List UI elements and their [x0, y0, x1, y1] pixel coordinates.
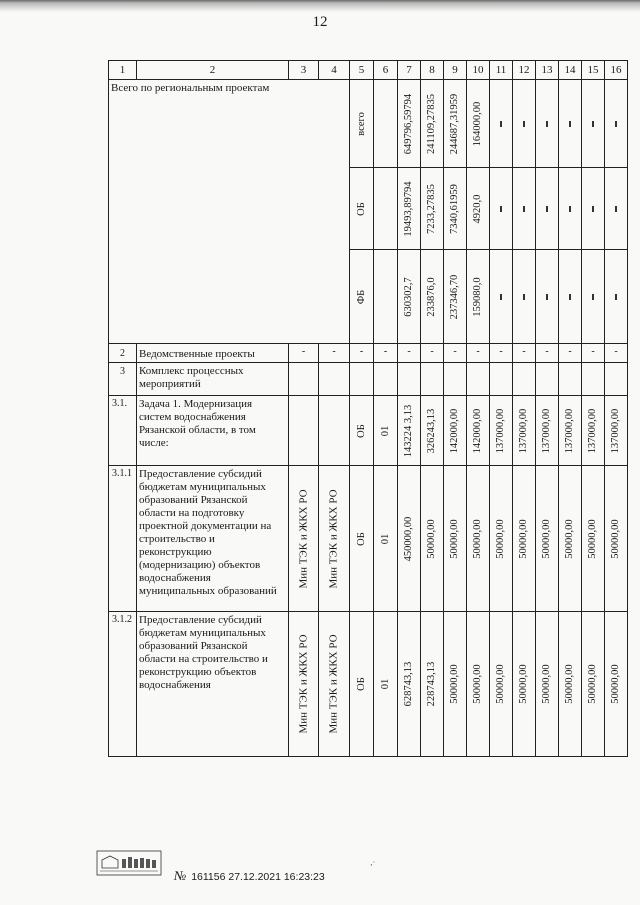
value-cell: 19493,89794	[402, 180, 414, 237]
row-label: Комплекс процессных мероприятий	[137, 363, 289, 396]
dash-mark	[592, 294, 594, 300]
value-cell: 233876,0	[425, 276, 437, 317]
dash-mark	[500, 294, 502, 300]
row-label: Ведомственные проекты	[137, 344, 289, 363]
value-cell: 50000,00	[471, 518, 483, 559]
value-cell: 137000,00	[609, 408, 621, 453]
row-number: 3.1.	[109, 396, 137, 466]
col-header: 5	[350, 61, 374, 80]
dash-cell: -	[444, 344, 467, 363]
document-footer	[96, 850, 556, 890]
year-cell: 01	[379, 425, 391, 436]
value-cell: 137000,00	[563, 408, 575, 453]
dash-cell: -	[559, 344, 582, 363]
value-cell: 50000,00	[448, 664, 460, 704]
col-header: 13	[536, 61, 559, 80]
value-cell: 241109,27835	[425, 93, 437, 154]
table-row	[109, 396, 628, 466]
value-cell: 244687,31959	[448, 93, 460, 154]
page-number: 12	[312, 14, 328, 30]
document-datetime: 27.12.2021 16:23:23	[228, 871, 325, 883]
value-cell: 7233,27835	[425, 183, 437, 234]
regional-label: Всего по региональным проектам	[109, 80, 350, 344]
value-cell: 50000,00	[517, 664, 529, 704]
dash-cell: -	[289, 344, 319, 363]
header-row	[109, 61, 628, 80]
source-cell: ОБ	[355, 423, 367, 438]
row-number: 3.1.2	[109, 612, 137, 757]
value-cell: 50000,00	[540, 518, 552, 559]
dash-mark	[615, 294, 617, 300]
dash-cell: -	[319, 344, 350, 363]
col-header: 2	[137, 61, 289, 80]
value-cell: 630302,7	[402, 276, 414, 317]
col-header: 12	[513, 61, 536, 80]
dash-mark	[569, 294, 571, 300]
value-cell: 326243,13	[425, 408, 437, 453]
row-number: 2	[109, 344, 137, 363]
row-label: Предоставление субсидий бюджетам муниципальных образований Рязанской области на подготовку проектной документации на строительство и реконструкцию (модернизацию) объектов водоснабжения муниципальных образований	[137, 466, 289, 612]
dash-mark	[569, 121, 571, 127]
co-executor-cell: Мин ТЭК и ЖКХ РО	[327, 488, 340, 589]
col-header: 15	[582, 61, 605, 80]
regional-source: ФБ	[355, 289, 367, 304]
table-row	[109, 344, 628, 363]
document-stamp	[174, 868, 325, 884]
value-cell: 50000,00	[540, 664, 552, 704]
dash-mark	[569, 206, 571, 212]
dash-cell: -	[536, 344, 559, 363]
value-cell: 137000,00	[517, 408, 529, 453]
dash-mark	[523, 294, 525, 300]
dash-cell: -	[582, 344, 605, 363]
value-cell: 50000,00	[448, 518, 460, 559]
table-row	[109, 363, 628, 396]
col-header: 1	[109, 61, 137, 80]
dash-mark	[546, 294, 548, 300]
dash-mark	[523, 121, 525, 127]
value-cell: 137000,00	[586, 408, 598, 453]
dash-mark	[546, 121, 548, 127]
table-row	[109, 612, 628, 757]
dash-cell: -	[374, 344, 398, 363]
document-id: 161156	[191, 871, 226, 883]
value-cell: 159080,0	[471, 276, 483, 317]
dash-cell: -	[350, 344, 374, 363]
year-cell: 01	[379, 533, 391, 544]
value-cell: 50000,00	[425, 518, 437, 559]
value-cell: 50000,00	[494, 518, 506, 559]
value-cell: 7340,61959	[448, 183, 460, 234]
source-cell: ОБ	[355, 531, 367, 546]
ministry-logo-icon	[96, 850, 162, 876]
row-label: Предоставление субсидий бюджетам муниципальных образований Рязанской области на строительство и реконструкцию объектов водоснабжения	[137, 612, 289, 757]
value-cell: 50000,00	[586, 518, 598, 559]
scan-edge	[0, 0, 640, 12]
dash-mark	[500, 121, 502, 127]
number-mark: №	[174, 868, 187, 883]
scan-speck: ‚·	[370, 858, 376, 867]
value-cell: 50000,00	[609, 664, 621, 704]
program-table	[108, 60, 628, 757]
col-header: 4	[319, 61, 350, 80]
dash-mark	[546, 206, 548, 212]
executor-cell: Мин ТЭК и ЖКХ РО	[297, 634, 309, 734]
value-cell: 137000,00	[494, 408, 506, 453]
value-cell: 164000,00	[471, 101, 483, 146]
regional-source: ОБ	[355, 201, 367, 216]
dash-mark	[615, 206, 617, 212]
dash-mark	[592, 206, 594, 212]
value-cell: 4920,0	[471, 194, 483, 223]
value-cell: 142000,00	[471, 408, 483, 453]
row-label: Задача 1. Модернизация систем водоснабжения Рязанской области, в том числе:	[137, 396, 289, 466]
col-header: 7	[398, 61, 421, 80]
year-cell: 01	[379, 678, 391, 690]
col-header: 11	[490, 61, 513, 80]
dash-cell: -	[490, 344, 513, 363]
value-cell: 50000,00	[471, 664, 483, 704]
executor-cell: Мин ТЭК и ЖКХ РО	[297, 488, 309, 589]
value-cell: 50000,00	[517, 518, 529, 559]
value-cell: 628743,13	[402, 661, 414, 707]
source-cell: ОБ	[355, 677, 367, 691]
dash-cell: -	[513, 344, 536, 363]
col-header: 16	[605, 61, 628, 80]
table-row	[109, 466, 628, 612]
col-header: 10	[467, 61, 490, 80]
value-cell: 450000,00	[402, 516, 414, 561]
col-header: 3	[289, 61, 319, 80]
value-cell: 50000,00	[586, 664, 598, 704]
dash-cell: -	[467, 344, 490, 363]
regional-source: всего	[355, 111, 367, 136]
col-header: 8	[421, 61, 444, 80]
dash-cell: -	[421, 344, 444, 363]
value-cell: 50000,00	[563, 518, 575, 559]
dash-mark	[615, 121, 617, 127]
value-cell: 50000,00	[609, 518, 621, 559]
value-cell: 137000,00	[540, 408, 552, 453]
value-cell: 228743,13	[425, 661, 437, 707]
dash-mark	[523, 206, 525, 212]
col-header: 6	[374, 61, 398, 80]
dash-cell: -	[398, 344, 421, 363]
col-header: 9	[444, 61, 467, 80]
value-cell: 142000,00	[448, 408, 460, 453]
value-cell: 237346,70	[448, 274, 460, 319]
table-row	[109, 80, 628, 168]
row-number: 3.1.1	[109, 466, 137, 612]
dash-cell: -	[605, 344, 628, 363]
col-header: 14	[559, 61, 582, 80]
value-cell: 649796,59794	[402, 93, 414, 154]
value-cell: 50000,00	[563, 664, 575, 704]
dash-mark	[500, 206, 502, 212]
co-executor-cell: Мин ТЭК и ЖКХ РО	[327, 634, 340, 734]
value-cell: 143224 3,13	[402, 404, 414, 457]
dash-mark	[592, 121, 594, 127]
value-cell: 50000,00	[494, 664, 506, 704]
row-number: 3	[109, 363, 137, 396]
